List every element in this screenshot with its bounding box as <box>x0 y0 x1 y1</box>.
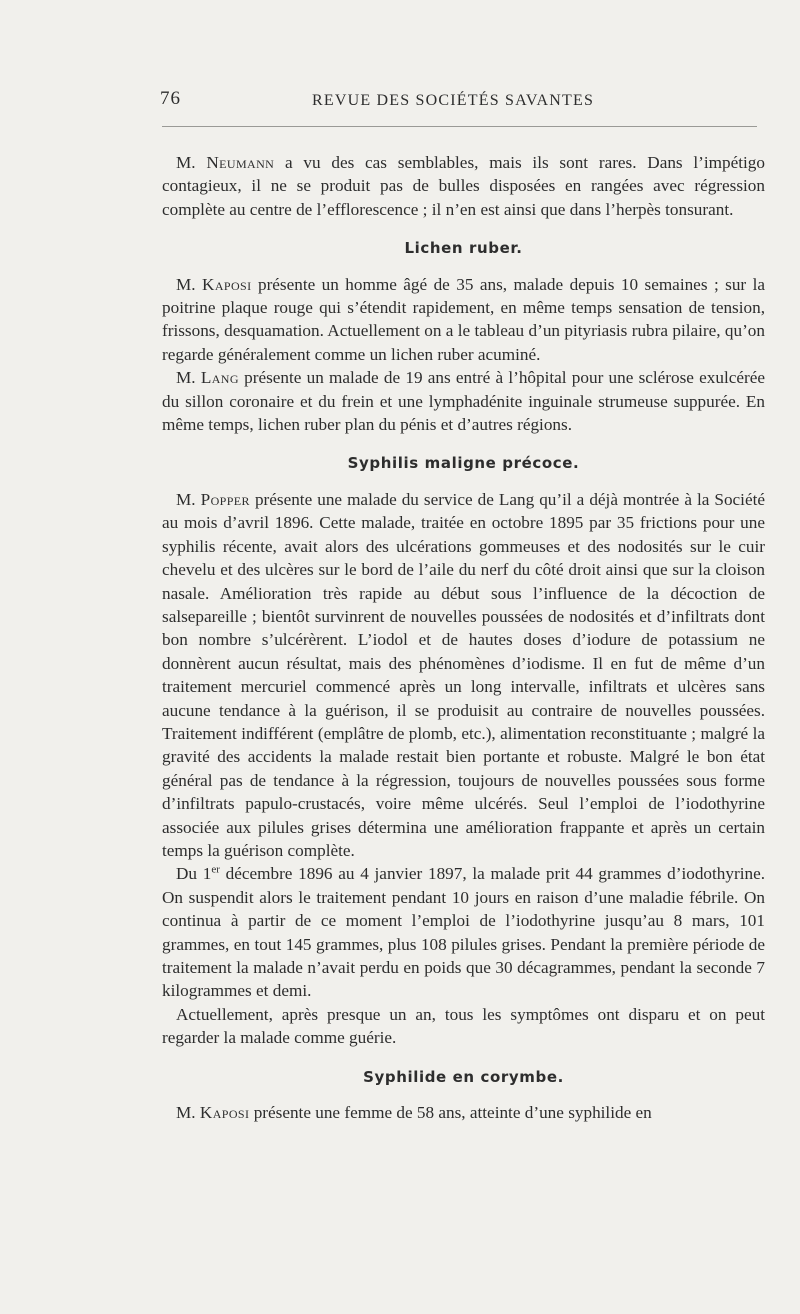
section-heading-syphilis-maligne: Syphilis maligne précoce. <box>347 454 580 473</box>
author-name: Neumann <box>206 153 275 172</box>
paragraph-prefix: M. <box>176 368 201 388</box>
paragraph-kaposi-corymbe <box>162 1101 765 1124</box>
paragraph-text: présente un malade de 19 ans entré à l’hôpital pour une sclérose exulcérée du sillon coronaire et du frein et une lymphadénite inguinale strumeuse suppurée. En même temps, lichen ruber plan du pénis et d’autres régions. <box>162 368 765 435</box>
page-content <box>162 84 765 1124</box>
journal-title: REVUE DES SOCIÉTÉS SAVANTES <box>312 92 595 109</box>
paragraph-text: présente un homme âgé de 35 ans, malade depuis 10 semaines ; sur la poitrine plaque rouge qui s’étendit rapidement, en même temps sensation de tension, frissons, desquamation. Actuellement on a le tableau d’un pityriasis rubra pilaire, qu’on regarde généralement comme un lichen ruber acuminé. <box>162 274 765 364</box>
paragraph-prefix: M. <box>176 489 201 509</box>
section-heading-lichen-ruber: Lichen ruber. <box>404 239 523 258</box>
paragraph-prefix: M. <box>176 153 207 172</box>
author-name: Popper <box>200 489 250 509</box>
section-heading-syphilide-corymbe: Syphilide en corymbe. <box>363 1067 564 1086</box>
author-name: Kaposi <box>199 1103 250 1123</box>
author-name: Lang <box>200 368 239 388</box>
paragraph-prefix: M. <box>176 1103 200 1123</box>
paragraph-lang <box>162 366 765 436</box>
header-rule <box>162 126 757 127</box>
paragraph-popper <box>162 488 765 863</box>
paragraph-kaposi-lichen <box>162 273 765 367</box>
date-prefix: Du 1 <box>176 864 212 884</box>
author-name: Kaposi <box>202 274 252 294</box>
paragraph-text: décembre 1896 au 4 janvier 1897, la malade prit 44 grammes d’iodothyrine. On suspendit alors le traitement pendant 10 jours en raison d’une maladie fébrile. On continua à partir de ce moment l’emploi de l’iodothyrine jusqu’au 8 mars, 101 grammes, en tout 145 grammes, plus 108 pilules grises. Pendant la première période de traitement la malade n’avait perdu en poids que 30 décagrammes, pendant la seconde 7 kilogrammes et demi. <box>162 864 765 1001</box>
paragraph-iodothyrine-dosage <box>162 862 765 1002</box>
ordinal-superscript: er <box>211 863 220 876</box>
paragraph-text: a vu des cas semblables, mais ils sont rares. Dans l’impétigo contagieux, il ne se produit pas de bulles disposées en rangées avec régression complète au centre de l’efflorescence ; il n’en est ainsi que dans l’herpès tonsurant. <box>162 153 765 219</box>
paragraph-text: présente une malade du service de Lang qu’il a déjà montrée à la Société au mois d’avril 1896. Cette malade, traitée en octobre 1895 par 35 frictions pour une syphilis récente, avait alors des ulcérations gommeuses et des nodosités sur le cuir chevelu et des ulcères sur le bord de l’aile du nerf du côté droit ainsi que sur la cloison nasale. Amélioration très rapide au début sous l’influence de la décoction de salsepareille ; bientôt survinrent de nouvelles poussées de nodosités et d’infiltrats dont bon nombre s’ulcérèrent. L’iodol et de hautes doses d’iodure de potassium ne donnèrent aucun résultat, mais des phénomènes d’iodisme. Il en fut de même d’un traitement mercuriel commencé après un long intervalle, infiltrats et ulcères sans aucune tendance à la guérison, il se produisit au contraire de nouvelles poussées. Traitement indifférent (emplâtre de plomb, etc.), alimentation reconstituante ; malgré la gravité des accidents la malade restait bien portante et robuste. Malgré le bon état général pas de tendance à la régression, toujours de nouvelles poussées sous forme d’infiltrats papulo-crustacés, voire même ulcérés. Seul l’emploi de l’iodothyrine associée aux pilules grises détermina une amélioration frappante et après un certain temps la guérison complète. <box>162 489 765 860</box>
page-number: 76 <box>160 88 181 109</box>
paragraph-neumann <box>162 151 765 221</box>
article-body <box>162 151 765 1124</box>
paragraph-current-state: Actuellement, après presque un an, tous les symptômes ont disparu et on peut regarder la malade comme guérie. <box>162 1004 765 1048</box>
running-head <box>162 84 765 114</box>
paragraph-prefix: M. <box>176 274 203 294</box>
paragraph-text: présente une femme de 58 ans, atteinte d’une syphilide en <box>249 1103 652 1123</box>
